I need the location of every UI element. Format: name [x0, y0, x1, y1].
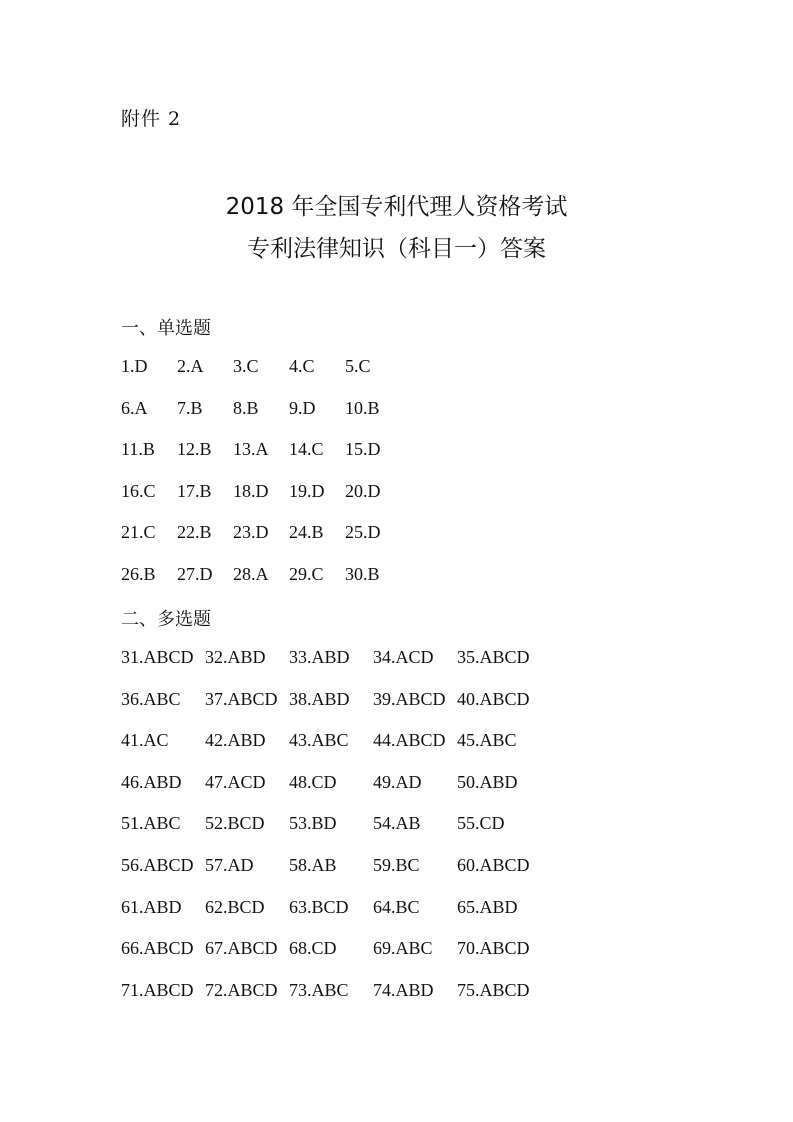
answer-cell: 33.ABD: [289, 647, 350, 667]
answer-cell: 38.ABD: [289, 688, 350, 709]
answer-cell: 6.A: [121, 397, 148, 418]
answer-cell: 39.ABCD: [373, 688, 446, 709]
answer-cell: 30.B: [345, 563, 380, 584]
answer-cell: 34.ACD: [373, 647, 434, 667]
document-title: 2018 年全国专利代理人资格考试: [225, 194, 568, 220]
answer-cell: 12.B: [177, 439, 212, 460]
answer-cell: 20.D: [345, 480, 381, 501]
answer-cell: 18.D: [233, 480, 269, 501]
answer-cell: 24.B: [289, 522, 324, 543]
answer-cell: 43.ABC: [289, 730, 349, 751]
answer-cell: 23.D: [233, 522, 269, 543]
answer-cell: 74.ABD: [373, 979, 434, 1000]
answer-cell: 21.C: [121, 522, 156, 543]
answer-cell: 26.B: [121, 563, 156, 584]
answer-cell: 70.ABCD: [457, 938, 530, 959]
answer-cell: 63.BCD: [289, 896, 349, 917]
answer-cell: 67.ABCD: [205, 938, 278, 959]
answer-cell: 68.CD: [289, 938, 337, 959]
answer-cell: 45.ABC: [457, 730, 517, 751]
answer-cell: 3.C: [233, 356, 259, 376]
answer-cell: 36.ABC: [121, 688, 181, 709]
answer-cell: 1.D: [121, 356, 148, 376]
document-subtitle: 专利法律知识（科目一）答案: [247, 236, 546, 262]
answer-cell: 4.C: [289, 356, 315, 376]
answer-cell: 52.BCD: [205, 813, 265, 834]
answer-cell: 58.AB: [289, 854, 337, 875]
answer-cell: 66.ABCD: [121, 938, 194, 959]
attachment-label: 附件 2: [121, 108, 182, 130]
single-choice-heading: 一、单选题: [121, 318, 211, 339]
answer-cell: 8.B: [233, 397, 259, 418]
answer-cell: 22.B: [177, 522, 212, 543]
answer-cell: 31.ABCD: [121, 647, 194, 667]
answer-cell: 51.ABC: [121, 813, 181, 834]
answer-cell: 69.ABC: [373, 938, 433, 959]
answer-cell: 41.AC: [121, 730, 169, 751]
answer-cell: 64.BC: [373, 896, 420, 917]
multiple-choice-heading: 二、多选题: [121, 609, 211, 630]
answer-cell: 28.A: [233, 563, 269, 584]
answer-cell: 44.ABCD: [373, 730, 446, 751]
answer-cell: 25.D: [345, 522, 381, 543]
answer-cell: 29.C: [289, 563, 324, 584]
answer-cell: 10.B: [345, 397, 380, 418]
answer-cell: 40.ABCD: [457, 688, 530, 709]
answer-cell: 2.A: [177, 356, 204, 376]
answer-cell: 15.D: [345, 439, 381, 460]
answer-cell: 17.B: [177, 480, 212, 501]
answer-cell: 61.ABD: [121, 896, 182, 917]
answer-cell: 27.D: [177, 563, 213, 584]
answer-cell: 56.ABCD: [121, 854, 194, 875]
answer-cell: 73.ABC: [289, 979, 349, 1000]
answer-cell: 71.ABCD: [121, 979, 194, 1000]
answer-cell: 48.CD: [289, 771, 337, 792]
answer-cell: 60.ABCD: [457, 854, 530, 875]
answer-cell: 49.AD: [373, 771, 422, 792]
answer-cell: 57.AD: [205, 854, 254, 875]
answer-cell: 5.C: [345, 356, 371, 376]
answer-cell: 50.ABD: [457, 771, 518, 792]
answer-cell: 37.ABCD: [205, 688, 278, 709]
answer-cell: 42.ABD: [205, 730, 266, 751]
answer-cell: 55.CD: [457, 813, 505, 834]
answer-cell: 59.BC: [373, 854, 420, 875]
answer-cell: 35.ABCD: [457, 647, 530, 667]
answer-cell: 46.ABD: [121, 771, 182, 792]
answer-cell: 9.D: [289, 397, 316, 418]
answer-cell: 65.ABD: [457, 896, 518, 917]
answer-cell: 72.ABCD: [205, 979, 278, 1000]
answer-cell: 75.ABCD: [457, 979, 530, 1000]
answer-cell: 62.BCD: [205, 896, 265, 917]
answer-cell: 13.A: [233, 439, 269, 460]
answer-cell: 47.ACD: [205, 771, 266, 792]
answer-cell: 53.BD: [289, 813, 337, 834]
answer-cell: 32.ABD: [205, 647, 266, 667]
answer-cell: 11.B: [121, 439, 155, 460]
answer-cell: 7.B: [177, 397, 203, 418]
answer-cell: 19.D: [289, 480, 325, 501]
answer-cell: 54.AB: [373, 813, 421, 834]
answer-cell: 16.C: [121, 480, 156, 501]
answer-cell: 14.C: [289, 439, 324, 460]
